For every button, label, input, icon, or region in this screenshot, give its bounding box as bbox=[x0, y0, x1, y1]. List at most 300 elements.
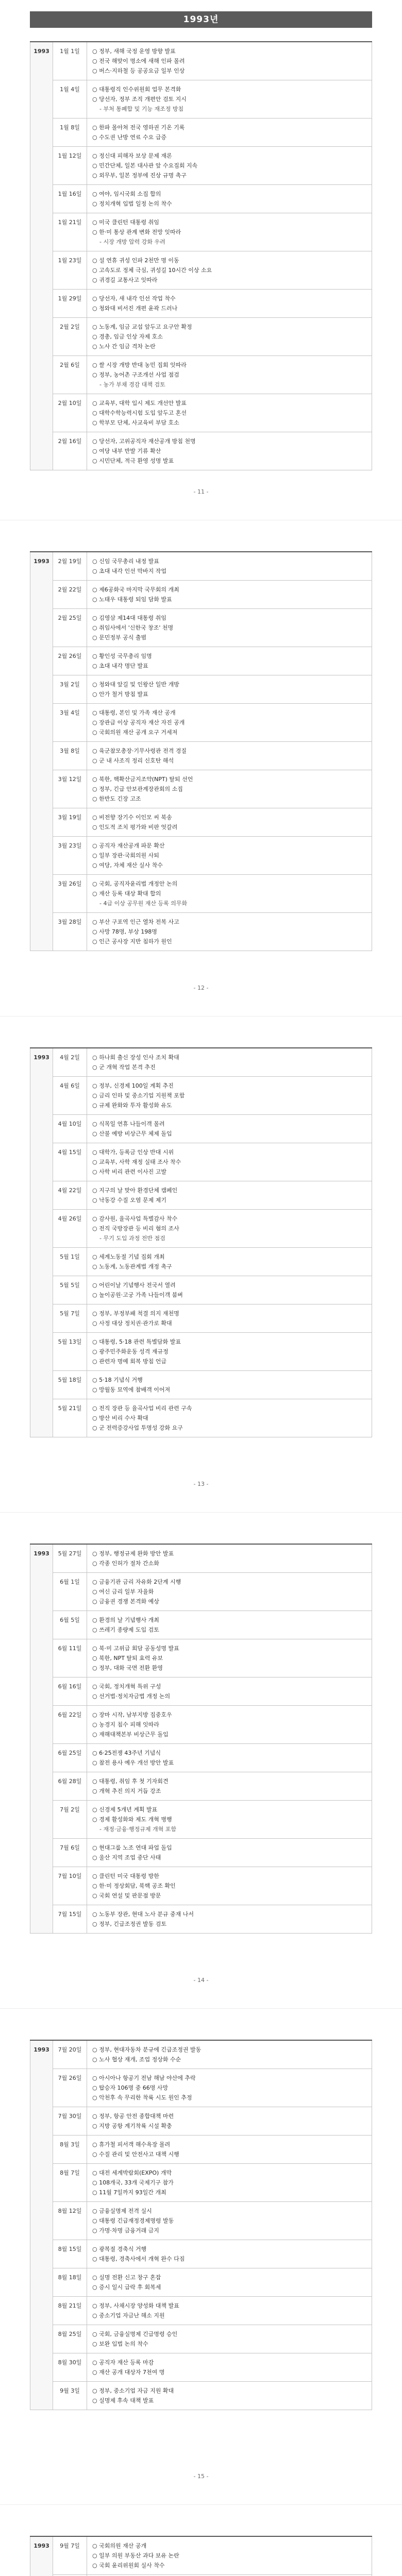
date-cell: 3월 2일 bbox=[53, 675, 87, 704]
event-item: ○ 부산 구포역 인근 열차 전복 사고 bbox=[92, 919, 179, 925]
event-item: ○ 초대 내각 명단 발표 bbox=[92, 663, 148, 669]
events-cell bbox=[87, 1677, 372, 1706]
table-row bbox=[30, 1143, 372, 1181]
date-cell: 7월 20일 bbox=[53, 2040, 87, 2069]
table-row bbox=[30, 552, 372, 581]
event-item: ○ 정부, 부정부패 척결 의지 재천명 bbox=[92, 1310, 179, 1317]
date-cell: 4월 22일 bbox=[53, 1181, 87, 1210]
events-cell bbox=[87, 2136, 372, 2164]
table-row bbox=[30, 2069, 372, 2107]
event-item: ○ 국회, 금융실명제 긴급명령 승인 bbox=[92, 2331, 178, 2337]
date-cell: 3월 23일 bbox=[53, 837, 87, 875]
date-cell: 6월 28일 bbox=[53, 1772, 87, 1801]
date-cell: 3월 4일 bbox=[53, 704, 87, 742]
table-row bbox=[30, 1371, 372, 1399]
date-cell: 6월 1일 bbox=[53, 1573, 87, 1611]
event-item: ○ 신경제 5개년 계획 발표 bbox=[92, 1806, 158, 1813]
table-row bbox=[30, 1181, 372, 1210]
page-number: - 15 - bbox=[193, 2473, 209, 2480]
year-cell: 1993 bbox=[30, 2040, 53, 2410]
date-cell: 4월 10일 bbox=[53, 1115, 87, 1143]
event-item: ○ 정신대 피해자 보상 문제 재론 bbox=[92, 152, 172, 159]
events-cell bbox=[87, 2325, 372, 2353]
events-cell bbox=[87, 1744, 372, 1772]
date-cell: 5월 18일 bbox=[53, 1371, 87, 1399]
table-row bbox=[30, 704, 372, 742]
event-item: ○ 아시아나 항공기 전남 해남 야산에 추락 bbox=[92, 2075, 196, 2081]
event-item: ○ 휴가철 피서객 해수욕장 몰려 bbox=[92, 2141, 171, 2148]
event-item: ○ 인도적 조치 평가와 비판 엇갈려 bbox=[92, 824, 178, 831]
table-row bbox=[30, 118, 372, 147]
events-cell bbox=[87, 1077, 372, 1115]
events-cell bbox=[87, 1706, 372, 1744]
event-item: ○ 실명제 후속 대책 발표 bbox=[92, 2397, 154, 2404]
event-item: ○ 사학 비리 관련 이사진 고발 bbox=[92, 1168, 166, 1175]
date-cell: 5월 1일 bbox=[53, 1248, 87, 1276]
event-item: ○ 5·18 기념식 거행 bbox=[92, 1377, 143, 1383]
event-item: ○ 국회, 공직자윤리법 개정안 논의 bbox=[92, 880, 178, 887]
event-item: ○ 대통령 긴급재정경제명령 발동 bbox=[92, 2217, 174, 2224]
events-cell bbox=[87, 2107, 372, 2136]
date-cell: 8월 30일 bbox=[53, 2353, 87, 2382]
table-row bbox=[30, 290, 372, 318]
table-row bbox=[30, 2164, 372, 2202]
document-page bbox=[0, 2505, 402, 2576]
events-cell bbox=[87, 1276, 372, 1304]
event-item: ○ 정부, 사채시장 양성화 대책 발표 bbox=[92, 2302, 179, 2309]
table-row bbox=[30, 808, 372, 837]
events-cell bbox=[87, 675, 372, 704]
date-cell: 5월 7일 bbox=[53, 1304, 87, 1333]
event-item: ○ 일부 의원 부동산 과다 보유 논란 bbox=[92, 2552, 179, 2559]
event-subitem: - 재정·금융·행정규제 개혁 포함 bbox=[99, 1826, 176, 1833]
event-item: ○ 농경지 침수 피해 잇따라 bbox=[92, 1721, 159, 1728]
date-cell: 6월 25일 bbox=[53, 1744, 87, 1772]
table-row bbox=[30, 913, 372, 951]
chronology-table bbox=[30, 1047, 372, 1437]
date-cell: 7월 26일 bbox=[53, 2069, 87, 2107]
table-row bbox=[30, 213, 372, 251]
event-item: ○ 대통령, 5·18 관련 특별담화 발표 bbox=[92, 1338, 181, 1345]
events-cell bbox=[87, 2069, 372, 2107]
events-cell bbox=[87, 251, 372, 290]
events-cell bbox=[87, 394, 372, 432]
chronology-table bbox=[30, 2040, 372, 2410]
event-item: ○ 전국 해맞이 명소에 새해 인파 몰려 bbox=[92, 58, 185, 64]
event-item: ○ 사망 78명, 부상 198명 bbox=[92, 928, 157, 935]
event-item: ○ 하나회 출신 장성 인사 조치 확대 bbox=[92, 1054, 179, 1061]
event-item: ○ 금융기관 금리 자유화 2단계 시행 bbox=[92, 1579, 181, 1585]
date-cell: 7월 30일 bbox=[53, 2107, 87, 2136]
event-item: ○ 버스·지하철 등 공공요금 일부 인상 bbox=[92, 67, 185, 74]
events-cell bbox=[87, 2353, 372, 2382]
events-cell bbox=[87, 1399, 372, 1437]
event-item: ○ 금리 인하 및 중소기업 지원책 포함 bbox=[92, 1092, 185, 1099]
event-item: ○ 지방 공항 계기착륙 시설 확충 bbox=[92, 2123, 172, 2129]
table-row bbox=[30, 147, 372, 185]
event-item: ○ 정치개혁 입법 일정 논의 착수 bbox=[92, 200, 172, 207]
event-item: ○ 공직자 재산공개 파문 확산 bbox=[92, 842, 165, 849]
table-row bbox=[30, 1573, 372, 1611]
event-item: ○ 청와대 앞길 및 인왕산 일반 개방 bbox=[92, 681, 179, 688]
event-item: ○ 세계노동절 기념 집회 개최 bbox=[92, 1253, 165, 1260]
events-cell bbox=[87, 552, 372, 581]
events-cell bbox=[87, 80, 372, 118]
event-item: ○ 여야, 임시국회 소집 합의 bbox=[92, 191, 161, 197]
events-cell bbox=[87, 837, 372, 875]
table-row bbox=[30, 875, 372, 913]
table-row bbox=[30, 2382, 372, 2410]
event-item: ○ 수도권 난방 연료 수요 급증 bbox=[92, 134, 166, 141]
event-item: ○ 재산 등록 대상 확대 합의 bbox=[92, 890, 161, 897]
date-cell: 4월 6일 bbox=[53, 1077, 87, 1115]
date-cell: 9월 3일 bbox=[53, 2382, 87, 2410]
events-cell bbox=[87, 1143, 372, 1181]
event-item: ○ 외무부, 일본 정부에 진상 규명 촉구 bbox=[92, 172, 187, 179]
events-cell bbox=[87, 213, 372, 251]
events-cell bbox=[87, 1048, 372, 1077]
table-row bbox=[30, 1905, 372, 1934]
event-item: ○ 고속도로 정체 극심, 귀성길 10시간 이상 소요 bbox=[92, 267, 212, 274]
table-container bbox=[30, 1047, 372, 1437]
events-cell bbox=[87, 2536, 372, 2575]
event-item: ○ 한·미 정상회담, 북핵 공조 확인 bbox=[92, 1883, 176, 1889]
date-cell: 7월 6일 bbox=[53, 1839, 87, 1867]
document-page bbox=[0, 520, 402, 1016]
date-cell: 2월 6일 bbox=[53, 356, 87, 394]
event-item: ○ 제6공화국 마지막 국무회의 개최 bbox=[92, 586, 179, 593]
event-item: ○ 일부 장관·국회의원 사퇴 bbox=[92, 852, 159, 859]
events-cell bbox=[87, 1544, 372, 1573]
events-cell bbox=[87, 1248, 372, 1276]
table-row bbox=[30, 1744, 372, 1772]
date-cell: 3월 8일 bbox=[53, 742, 87, 770]
events-cell bbox=[87, 2382, 372, 2410]
table-row bbox=[30, 1077, 372, 1115]
document-page bbox=[0, 0, 402, 520]
events-cell bbox=[87, 1181, 372, 1210]
table-row bbox=[30, 42, 372, 80]
event-item: ○ 재해대책본부 비상근무 돌입 bbox=[92, 1731, 169, 1738]
event-item: ○ 선거법·정치자금법 개정 논의 bbox=[92, 1693, 171, 1700]
events-cell bbox=[87, 356, 372, 394]
event-subitem: - 부처 통폐합 및 기능 재조정 방침 bbox=[99, 106, 184, 112]
events-cell bbox=[87, 42, 372, 80]
event-item: ○ 쌀 시장 개방 반대 농민 집회 잇따라 bbox=[92, 362, 187, 368]
events-cell bbox=[87, 1839, 372, 1867]
table-row bbox=[30, 80, 372, 118]
events-cell bbox=[87, 2297, 372, 2325]
event-item: ○ 금융권 경쟁 본격화 예상 bbox=[92, 1598, 159, 1605]
date-cell: 1월 1일 bbox=[53, 42, 87, 80]
event-item: ○ 어린이날 기념행사 전국서 열려 bbox=[92, 1282, 176, 1289]
event-item: ○ 환경의 날 기념행사 개최 bbox=[92, 1617, 159, 1623]
events-cell bbox=[87, 1573, 372, 1611]
event-item: ○ 노태우 대통령 퇴임 담화 발표 bbox=[92, 596, 172, 603]
event-item: ○ 낙동강 수질 오염 문제 제기 bbox=[92, 1197, 166, 1204]
event-item: ○ 수질 관리 및 안전사고 대책 시행 bbox=[92, 2151, 179, 2158]
event-item: ○ 노사 간 임금 격차 논란 bbox=[92, 343, 156, 350]
document-page bbox=[0, 2009, 402, 2505]
event-item: ○ 군 내 사조직 정리 신호탄 해석 bbox=[92, 757, 174, 764]
event-item: ○ 대통령, 본인 및 가족 재산 공개 bbox=[92, 709, 176, 716]
date-cell: 7월 15일 bbox=[53, 1905, 87, 1934]
event-item: ○ 사정 대상 정치권·관가로 확대 bbox=[92, 1320, 172, 1327]
events-cell bbox=[87, 432, 372, 470]
table-row bbox=[30, 675, 372, 704]
event-item: ○ 안가 철거 방침 발표 bbox=[92, 691, 148, 698]
event-subitem: - 무기 도입 과정 전반 점검 bbox=[99, 1235, 165, 1242]
year-cell: 1993 bbox=[30, 552, 53, 951]
table-row bbox=[30, 837, 372, 875]
event-subitem: - 4급 이상 공무원 재산 등록 의무화 bbox=[99, 900, 188, 907]
event-item: ○ 당선자, 고위공직자 재산공개 방침 천명 bbox=[92, 438, 196, 445]
chronology-table bbox=[30, 551, 372, 951]
event-item: ○ 울산 지역 조업 중단 사태 bbox=[92, 1854, 161, 1861]
event-item: ○ 당선자, 새 내각 인선 작업 착수 bbox=[92, 295, 176, 302]
events-cell bbox=[87, 2240, 372, 2268]
date-cell: 2월 16일 bbox=[53, 432, 87, 470]
event-item: ○ 미국 클린턴 대통령 취임 bbox=[92, 219, 159, 226]
table-container bbox=[30, 551, 372, 951]
table-row bbox=[30, 1706, 372, 1744]
event-item: ○ 국회, 정치개혁 특위 구성 bbox=[92, 1683, 161, 1690]
event-item: ○ 개혁 추진 의지 거듭 강조 bbox=[92, 1788, 161, 1794]
table-row bbox=[30, 394, 372, 432]
events-cell bbox=[87, 1304, 372, 1333]
event-item: ○ 전직 장관 등 율곡사업 비리 관련 구속 bbox=[92, 1405, 192, 1412]
event-item: ○ 대통령직 인수위원회 업무 본격화 bbox=[92, 86, 181, 93]
event-item: ○ 정부, 대화 국면 전환 환영 bbox=[92, 1665, 163, 1671]
events-cell bbox=[87, 581, 372, 609]
table-row bbox=[30, 770, 372, 808]
event-item: ○ 황인성 국무총리 임명 bbox=[92, 653, 152, 659]
date-cell: 1월 23일 bbox=[53, 251, 87, 290]
date-cell: 6월 11일 bbox=[53, 1639, 87, 1677]
events-cell bbox=[87, 609, 372, 647]
table-row bbox=[30, 1677, 372, 1706]
event-item: ○ 여신 금리 일부 자율화 bbox=[92, 1588, 154, 1595]
date-cell: 1월 29일 bbox=[53, 290, 87, 318]
event-item: ○ 북·미 고위급 회담 공동성명 발표 bbox=[92, 1645, 179, 1652]
event-item: ○ 관련자 명예 회복 방침 언급 bbox=[92, 1358, 166, 1365]
event-item: ○ 금융실명제 전격 실시 bbox=[92, 2208, 152, 2214]
event-item: ○ 설 연휴 귀성 인파 2천만 명 이동 bbox=[92, 257, 179, 264]
event-item: ○ 문민정부 공식 출범 bbox=[92, 634, 147, 641]
table-row bbox=[30, 1304, 372, 1333]
date-cell: 1월 4일 bbox=[53, 80, 87, 118]
table-row bbox=[30, 2353, 372, 2382]
event-item: ○ 정부, 중소기업 자금 지원 확대 bbox=[92, 2387, 174, 2394]
page-number: - 14 - bbox=[193, 1977, 209, 1984]
table-row bbox=[30, 647, 372, 675]
table-container bbox=[30, 1544, 372, 1934]
table-row bbox=[30, 2297, 372, 2325]
event-item: ○ 망월동 묘역에 참배객 이어져 bbox=[92, 1386, 171, 1393]
event-item: ○ 학부모 단체, 사교육비 부담 호소 bbox=[92, 419, 179, 426]
events-cell bbox=[87, 1210, 372, 1248]
date-cell: 5월 13일 bbox=[53, 1333, 87, 1371]
event-item: ○ 전직 국방장관 등 비리 혐의 조사 bbox=[92, 1225, 179, 1232]
events-cell bbox=[87, 875, 372, 913]
table-row bbox=[30, 742, 372, 770]
events-cell bbox=[87, 2202, 372, 2240]
document-page bbox=[0, 1513, 402, 2009]
page-number: - 13 - bbox=[193, 1481, 209, 1487]
event-item: ○ 클린턴 미국 대통령 방한 bbox=[92, 1873, 159, 1879]
event-item: ○ 장마 시작, 남부지방 집중호우 bbox=[92, 1711, 172, 1718]
date-cell: 3월 19일 bbox=[53, 808, 87, 837]
table-row bbox=[30, 2136, 372, 2164]
event-item: ○ 국회 연설 및 판문점 방문 bbox=[92, 1892, 161, 1899]
events-cell bbox=[87, 808, 372, 837]
event-item: ○ 공직자 재산 등록 마감 bbox=[92, 2359, 154, 2366]
table-container bbox=[30, 41, 372, 470]
event-item: ○ 군 전력증강사업 투명성 강화 요구 bbox=[92, 1425, 183, 1431]
event-item: ○ 6·25전쟁 43주년 기념식 bbox=[92, 1750, 161, 1756]
date-cell: 2월 22일 bbox=[53, 581, 87, 609]
year-cell: 1993 bbox=[30, 1048, 53, 1437]
event-item: ○ 증시 일시 급락 후 회복세 bbox=[92, 2284, 161, 2291]
events-cell bbox=[87, 1333, 372, 1371]
event-item: ○ 교육부, 대학 입시 제도 개선안 발표 bbox=[92, 400, 187, 406]
event-item: ○ 노동부 장관, 현대 노사 분규 중재 나서 bbox=[92, 1911, 194, 1918]
event-item: ○ 경총, 임금 인상 자제 호소 bbox=[92, 333, 163, 340]
date-cell: 7월 2일 bbox=[53, 1801, 87, 1839]
events-cell bbox=[87, 1905, 372, 1934]
date-cell: 3월 28일 bbox=[53, 913, 87, 951]
event-item: ○ 국회의원 재산 공개 bbox=[92, 2543, 147, 2549]
date-cell: 9월 7일 bbox=[53, 2536, 87, 2575]
table-row bbox=[30, 2040, 372, 2069]
date-cell: 8월 3일 bbox=[53, 2136, 87, 2164]
date-cell: 4월 26일 bbox=[53, 1210, 87, 1248]
table-row bbox=[30, 581, 372, 609]
event-item: ○ 중소기업 자금난 해소 지원 bbox=[92, 2312, 165, 2319]
events-cell bbox=[87, 147, 372, 185]
date-cell: 8월 25일 bbox=[53, 2325, 87, 2353]
event-item: ○ 김영삼 제14대 대통령 취임 bbox=[92, 615, 166, 621]
events-cell bbox=[87, 2164, 372, 2202]
event-item: ○ 국회의원 재산 공개 요구 거세져 bbox=[92, 729, 178, 736]
event-item: ○ 여당, 자체 재산 실사 착수 bbox=[92, 862, 163, 869]
date-cell: 5월 21일 bbox=[53, 1399, 87, 1437]
table-row bbox=[30, 2536, 372, 2575]
event-item: ○ 감사원, 율곡사업 특별감사 착수 bbox=[92, 1215, 178, 1222]
table-row bbox=[30, 2240, 372, 2268]
date-cell: 1월 21일 bbox=[53, 213, 87, 251]
table-row bbox=[30, 609, 372, 647]
date-cell: 2월 19일 bbox=[53, 552, 87, 581]
event-item: ○ 장관급 이상 공직자 재산 자진 공개 bbox=[92, 719, 185, 726]
year-banner: 1993년 bbox=[30, 11, 372, 28]
event-item: ○ 지구의 날 맞아 환경단체 캠페인 bbox=[92, 1187, 178, 1194]
chronology-table bbox=[30, 1544, 372, 1934]
date-cell: 7월 10일 bbox=[53, 1867, 87, 1905]
date-cell: 6월 22일 bbox=[53, 1706, 87, 1744]
event-item: ○ 참전 용사 예우 개선 방안 발표 bbox=[92, 1759, 174, 1766]
event-item: ○ 광주민주화운동 성격 재규정 bbox=[92, 1348, 169, 1355]
page-number: - 12 - bbox=[193, 985, 209, 991]
event-item: ○ 정부, 긴급조정권 발동 검토 bbox=[92, 1921, 166, 1927]
date-cell: 3월 12일 bbox=[53, 770, 87, 808]
table-row bbox=[30, 2325, 372, 2353]
date-cell: 8월 12일 bbox=[53, 2202, 87, 2240]
date-cell: 1월 8일 bbox=[53, 118, 87, 147]
event-item: ○ 탑승자 106명 중 66명 사망 bbox=[92, 2084, 169, 2091]
event-item: ○ 청와대 비서진 개편 윤곽 드러나 bbox=[92, 305, 178, 312]
event-item: ○ 방산 비리 수사 확대 bbox=[92, 1415, 148, 1421]
event-item: ○ 육군참모총장·기무사령관 전격 경질 bbox=[92, 748, 187, 754]
table-row bbox=[30, 1867, 372, 1905]
event-item: ○ 108개국, 33개 국제기구 참가 bbox=[92, 2179, 174, 2186]
date-cell: 3월 26일 bbox=[53, 875, 87, 913]
event-item: ○ 정부, 항공 안전 종합대책 마련 bbox=[92, 2113, 174, 2120]
table-container bbox=[30, 2536, 372, 2576]
event-item: ○ 대전 세계박람회(EXPO) 개막 bbox=[92, 2170, 172, 2176]
event-item: ○ 신임 국무총리 내정 발표 bbox=[92, 558, 159, 565]
date-cell: 2월 25일 bbox=[53, 609, 87, 647]
table-row bbox=[30, 1115, 372, 1143]
table-row bbox=[30, 2202, 372, 2240]
event-item: ○ 산불 예방 비상근무 체제 돌입 bbox=[92, 1130, 172, 1137]
date-cell: 8월 18일 bbox=[53, 2268, 87, 2297]
event-item: ○ 노동계, 노동관계법 개정 촉구 bbox=[92, 1263, 172, 1270]
event-item: ○ 11월 7일까지 93일간 개최 bbox=[92, 2189, 166, 2196]
event-item: ○ 현대그룹 노조 연대 파업 돌입 bbox=[92, 1844, 172, 1851]
date-cell: 8월 21일 bbox=[53, 2297, 87, 2325]
event-item: ○ 가명·차명 금융거래 금지 bbox=[92, 2227, 159, 2234]
event-item: ○ 대통령, 취임 후 첫 기자회견 bbox=[92, 1778, 169, 1785]
table-row bbox=[30, 251, 372, 290]
event-item: ○ 경제 활성화와 제도 개혁 병행 bbox=[92, 1816, 172, 1823]
events-cell bbox=[87, 770, 372, 808]
date-cell: 1월 12일 bbox=[53, 147, 87, 185]
date-cell: 8월 7일 bbox=[53, 2164, 87, 2202]
event-item: ○ 여당 내부 반발 기류 확산 bbox=[92, 448, 161, 454]
date-cell: 5월 5일 bbox=[53, 1276, 87, 1304]
events-cell bbox=[87, 118, 372, 147]
table-row bbox=[30, 1639, 372, 1677]
event-item: ○ 시민단체, 적극 환영 성명 발표 bbox=[92, 457, 174, 464]
event-item: ○ 북한, NPT 탈퇴 효력 유보 bbox=[92, 1655, 163, 1662]
event-item: ○ 당선자, 정부 조직 개편안 검토 지시 bbox=[92, 96, 187, 103]
event-item: ○ 정부, 행정규제 완화 방안 발표 bbox=[92, 1550, 174, 1557]
event-item: ○ 초대 내각 인선 막바지 작업 bbox=[92, 568, 166, 574]
events-cell bbox=[87, 1867, 372, 1905]
events-cell bbox=[87, 1639, 372, 1677]
chronology-table bbox=[30, 41, 372, 470]
event-item: ○ 대학수학능력시험 도입 앞두고 혼선 bbox=[92, 410, 187, 416]
events-cell bbox=[87, 185, 372, 213]
table-row bbox=[30, 1276, 372, 1304]
event-item: ○ 실명 전환 신고 창구 혼잡 bbox=[92, 2274, 161, 2281]
events-cell bbox=[87, 2040, 372, 2069]
year-cell: 1993 bbox=[30, 2536, 53, 2576]
event-item: ○ 놀이공원·고궁 가족 나들이객 붐벼 bbox=[92, 1292, 183, 1298]
page-number: - 11 - bbox=[193, 488, 209, 495]
event-item: ○ 쓰레기 종량제 도입 검토 bbox=[92, 1626, 159, 1633]
table-container bbox=[30, 2040, 372, 2410]
events-cell bbox=[87, 1115, 372, 1143]
event-item: ○ 한·미 통상 관계 변화 전망 잇따라 bbox=[92, 229, 181, 235]
date-cell: 2월 2일 bbox=[53, 318, 87, 356]
events-cell bbox=[87, 1801, 372, 1839]
table-row bbox=[30, 1839, 372, 1867]
table-row bbox=[30, 1048, 372, 1077]
table-row bbox=[30, 1611, 372, 1639]
events-cell bbox=[87, 1371, 372, 1399]
